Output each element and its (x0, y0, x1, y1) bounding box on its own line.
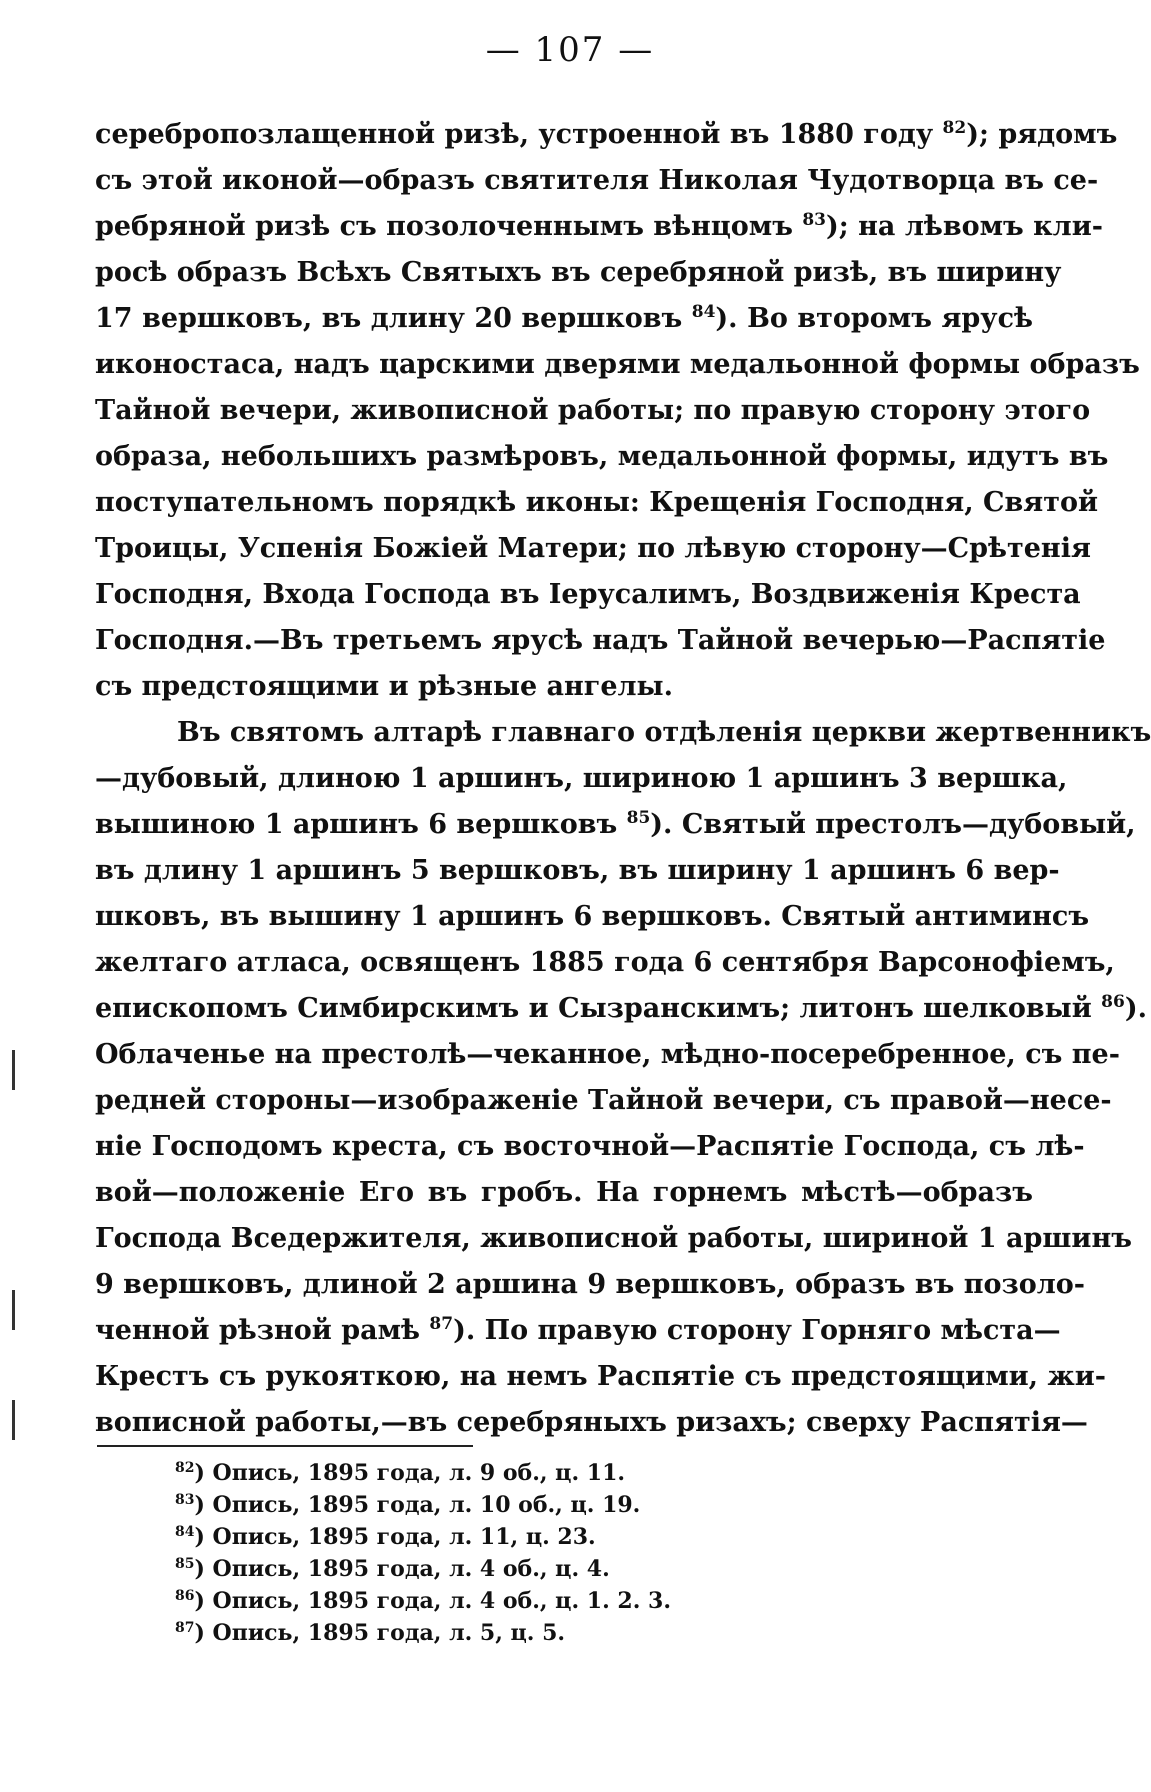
footnote-text: ) Опись, 1895 года, л. 11, ц. 23. (194, 1524, 596, 1550)
margin-mark (12, 1290, 15, 1330)
margin-mark (12, 1400, 15, 1440)
footnote (175, 1617, 875, 1649)
footnote-number: 82 (175, 1460, 195, 1476)
text-segment: ); на лѣвомъ кли- (826, 211, 1103, 242)
text-line (95, 1170, 1033, 1216)
footnote-number: 84 (175, 1524, 195, 1540)
text-segment: желтаго атласа, освященъ 1885 года 6 сентября Варсонофіемъ, (95, 947, 1115, 978)
text-segment: вой—положеніе Его въ гробъ. На горнемъ мѣстѣ—образъ (95, 1177, 1033, 1208)
text-segment: съ предстоящими и рѣзные ангелы. (95, 671, 674, 702)
text-line (95, 1262, 1085, 1308)
footnote (175, 1553, 875, 1585)
text-segment: Троицы, Успенія Божіей Матери; по лѣвую сторону—Срѣтенія (95, 533, 1091, 564)
text-segment: епископомъ Симбирскимъ и Сызранскимъ; литонъ шелковый (95, 993, 1102, 1024)
text-line (95, 158, 1099, 204)
text-line (95, 710, 1151, 756)
text-segment: Тайной вечери, живописной работы; по правую сторону этого (95, 395, 1091, 426)
body-text (95, 112, 1151, 1446)
text-segment: серебропозлащенной ризѣ, устроенной въ 1880 году (95, 119, 943, 150)
footnote (175, 1457, 875, 1489)
footnote-ref: 86 (1101, 992, 1125, 1012)
text-line (95, 250, 1062, 296)
text-line (95, 572, 1081, 618)
text-line (95, 1308, 1061, 1354)
text-line (95, 296, 1033, 342)
footnote-text: ) Опись, 1895 года, л. 4 об., ц. 4. (194, 1556, 610, 1582)
text-segment: —дубовый, длиною 1 аршинъ, шириною 1 аршинъ 3 вершка, (95, 763, 1068, 794)
text-segment: образа, небольшихъ размѣровъ, медальонной формы, идутъ въ (95, 441, 1109, 472)
text-segment: шковъ, въ вышину 1 аршинъ 6 вершковъ. Святый антиминсъ (95, 901, 1090, 932)
text-segment: ). Во второмъ ярусѣ (715, 303, 1033, 334)
text-line (95, 1032, 1120, 1078)
text-line (95, 664, 1033, 710)
text-segment: 9 вершковъ, длиной 2 аршина 9 вершковъ, образъ въ позоло- (95, 1269, 1085, 1300)
text-line (95, 112, 1118, 158)
text-line (95, 618, 1106, 664)
text-line (95, 848, 1060, 894)
text-segment: Крестъ съ рукояткою, на немъ Распятіе съ предстоящими, жи- (95, 1361, 1106, 1392)
footnote-text: ) Опись, 1895 года, л. 4 об., ц. 1. 2. 3. (194, 1588, 671, 1614)
text-segment: Господня.—Въ третьемъ ярусѣ надъ Тайной вечерью—Распятіе (95, 625, 1106, 656)
text-line (95, 434, 1109, 480)
paragraph-2 (95, 710, 1151, 1446)
text-segment: ніе Господомъ креста, съ восточной—Распятіе Господа, съ лѣ- (95, 1131, 1085, 1162)
footnote (175, 1521, 875, 1553)
text-segment: вописной работы,—въ серебряныхъ ризахъ; сверху Распятія— (95, 1407, 1088, 1438)
text-line (95, 204, 1103, 250)
text-line (95, 388, 1091, 434)
text-line (95, 1354, 1106, 1400)
text-segment: ); рядомъ (966, 119, 1118, 150)
text-line (95, 1124, 1085, 1170)
footnote-ref: 84 (691, 302, 716, 322)
text-segment: ченной рѣзной рамѣ (95, 1315, 430, 1346)
footnote-text: ) Опись, 1895 года, л. 10 об., ц. 19. (194, 1492, 641, 1518)
text-line (95, 894, 1090, 940)
text-line (95, 480, 1098, 526)
text-segment: Въ святомъ алтарѣ главнаго отдѣленія церкви жертвенникъ (177, 717, 1151, 748)
text-line (95, 342, 1140, 388)
text-segment: съ этой иконой—образъ святителя Николая Чудотворца въ се- (95, 165, 1099, 196)
text-segment: росѣ образъ Всѣхъ Святыхъ въ серебряной ризѣ, въ ширину (95, 257, 1062, 288)
margin-mark (12, 1050, 15, 1090)
text-segment: поступательномъ порядкѣ иконы: Крещенія Господня, Святой (95, 487, 1098, 518)
footnote-text: ) Опись, 1895 года, л. 9 об., ц. 11. (194, 1460, 626, 1486)
paragraph-1 (95, 112, 1140, 710)
text-segment: ). По правую сторону Горняго мѣста— (453, 1315, 1061, 1346)
text-segment: иконостаса, надъ царскими дверями медальонной формы образъ (95, 349, 1140, 380)
text-segment: ). (1124, 993, 1148, 1024)
text-line (95, 1400, 1088, 1446)
footnote (175, 1489, 875, 1521)
footnote-number: 87 (175, 1620, 195, 1636)
text-segment: вышиною 1 аршинъ 6 вершковъ (95, 809, 627, 840)
footnote-ref: 83 (802, 210, 827, 230)
text-line (95, 802, 1136, 848)
page-number: — 107 — (485, 30, 655, 70)
text-segment: редней стороны—изображеніе Тайной вечери, съ правой—несе- (95, 1085, 1112, 1116)
text-line (95, 940, 1115, 986)
text-segment: въ длину 1 аршинъ 5 вершковъ, въ ширину 1 аршинъ 6 вер- (95, 855, 1060, 886)
footnote-number: 85 (175, 1556, 195, 1572)
text-line (95, 986, 1148, 1032)
footnote-separator (97, 1445, 473, 1447)
text-line (95, 526, 1091, 572)
footnote-ref: 87 (429, 1314, 454, 1334)
footnote-text: ) Опись, 1895 года, л. 5, ц. 5. (194, 1620, 566, 1646)
footnote (175, 1585, 875, 1617)
text-segment: ребряной ризѣ съ позолоченнымъ вѣнцомъ (95, 211, 803, 242)
text-line (95, 1078, 1112, 1124)
text-segment: ). Святый престолъ—дубовый, (650, 809, 1136, 840)
text-segment: Господа Вседержителя, живописной работы, шириной 1 аршинъ (95, 1223, 1132, 1254)
footnotes (175, 1457, 875, 1649)
footnote-ref: 85 (626, 808, 651, 828)
footnote-number: 83 (175, 1492, 195, 1508)
footnote-number: 86 (175, 1588, 195, 1604)
text-segment: Господня, Входа Господа въ Іерусалимъ, Воздвиженія Креста (95, 579, 1081, 610)
text-line (95, 1216, 1132, 1262)
text-line (95, 756, 1068, 802)
text-segment: Облаченье на престолѣ—чеканное, мѣдно-посеребренное, съ пе- (95, 1039, 1120, 1070)
text-segment: 17 вершковъ, въ длину 20 вершковъ (95, 303, 692, 334)
footnote-ref: 82 (942, 118, 967, 138)
